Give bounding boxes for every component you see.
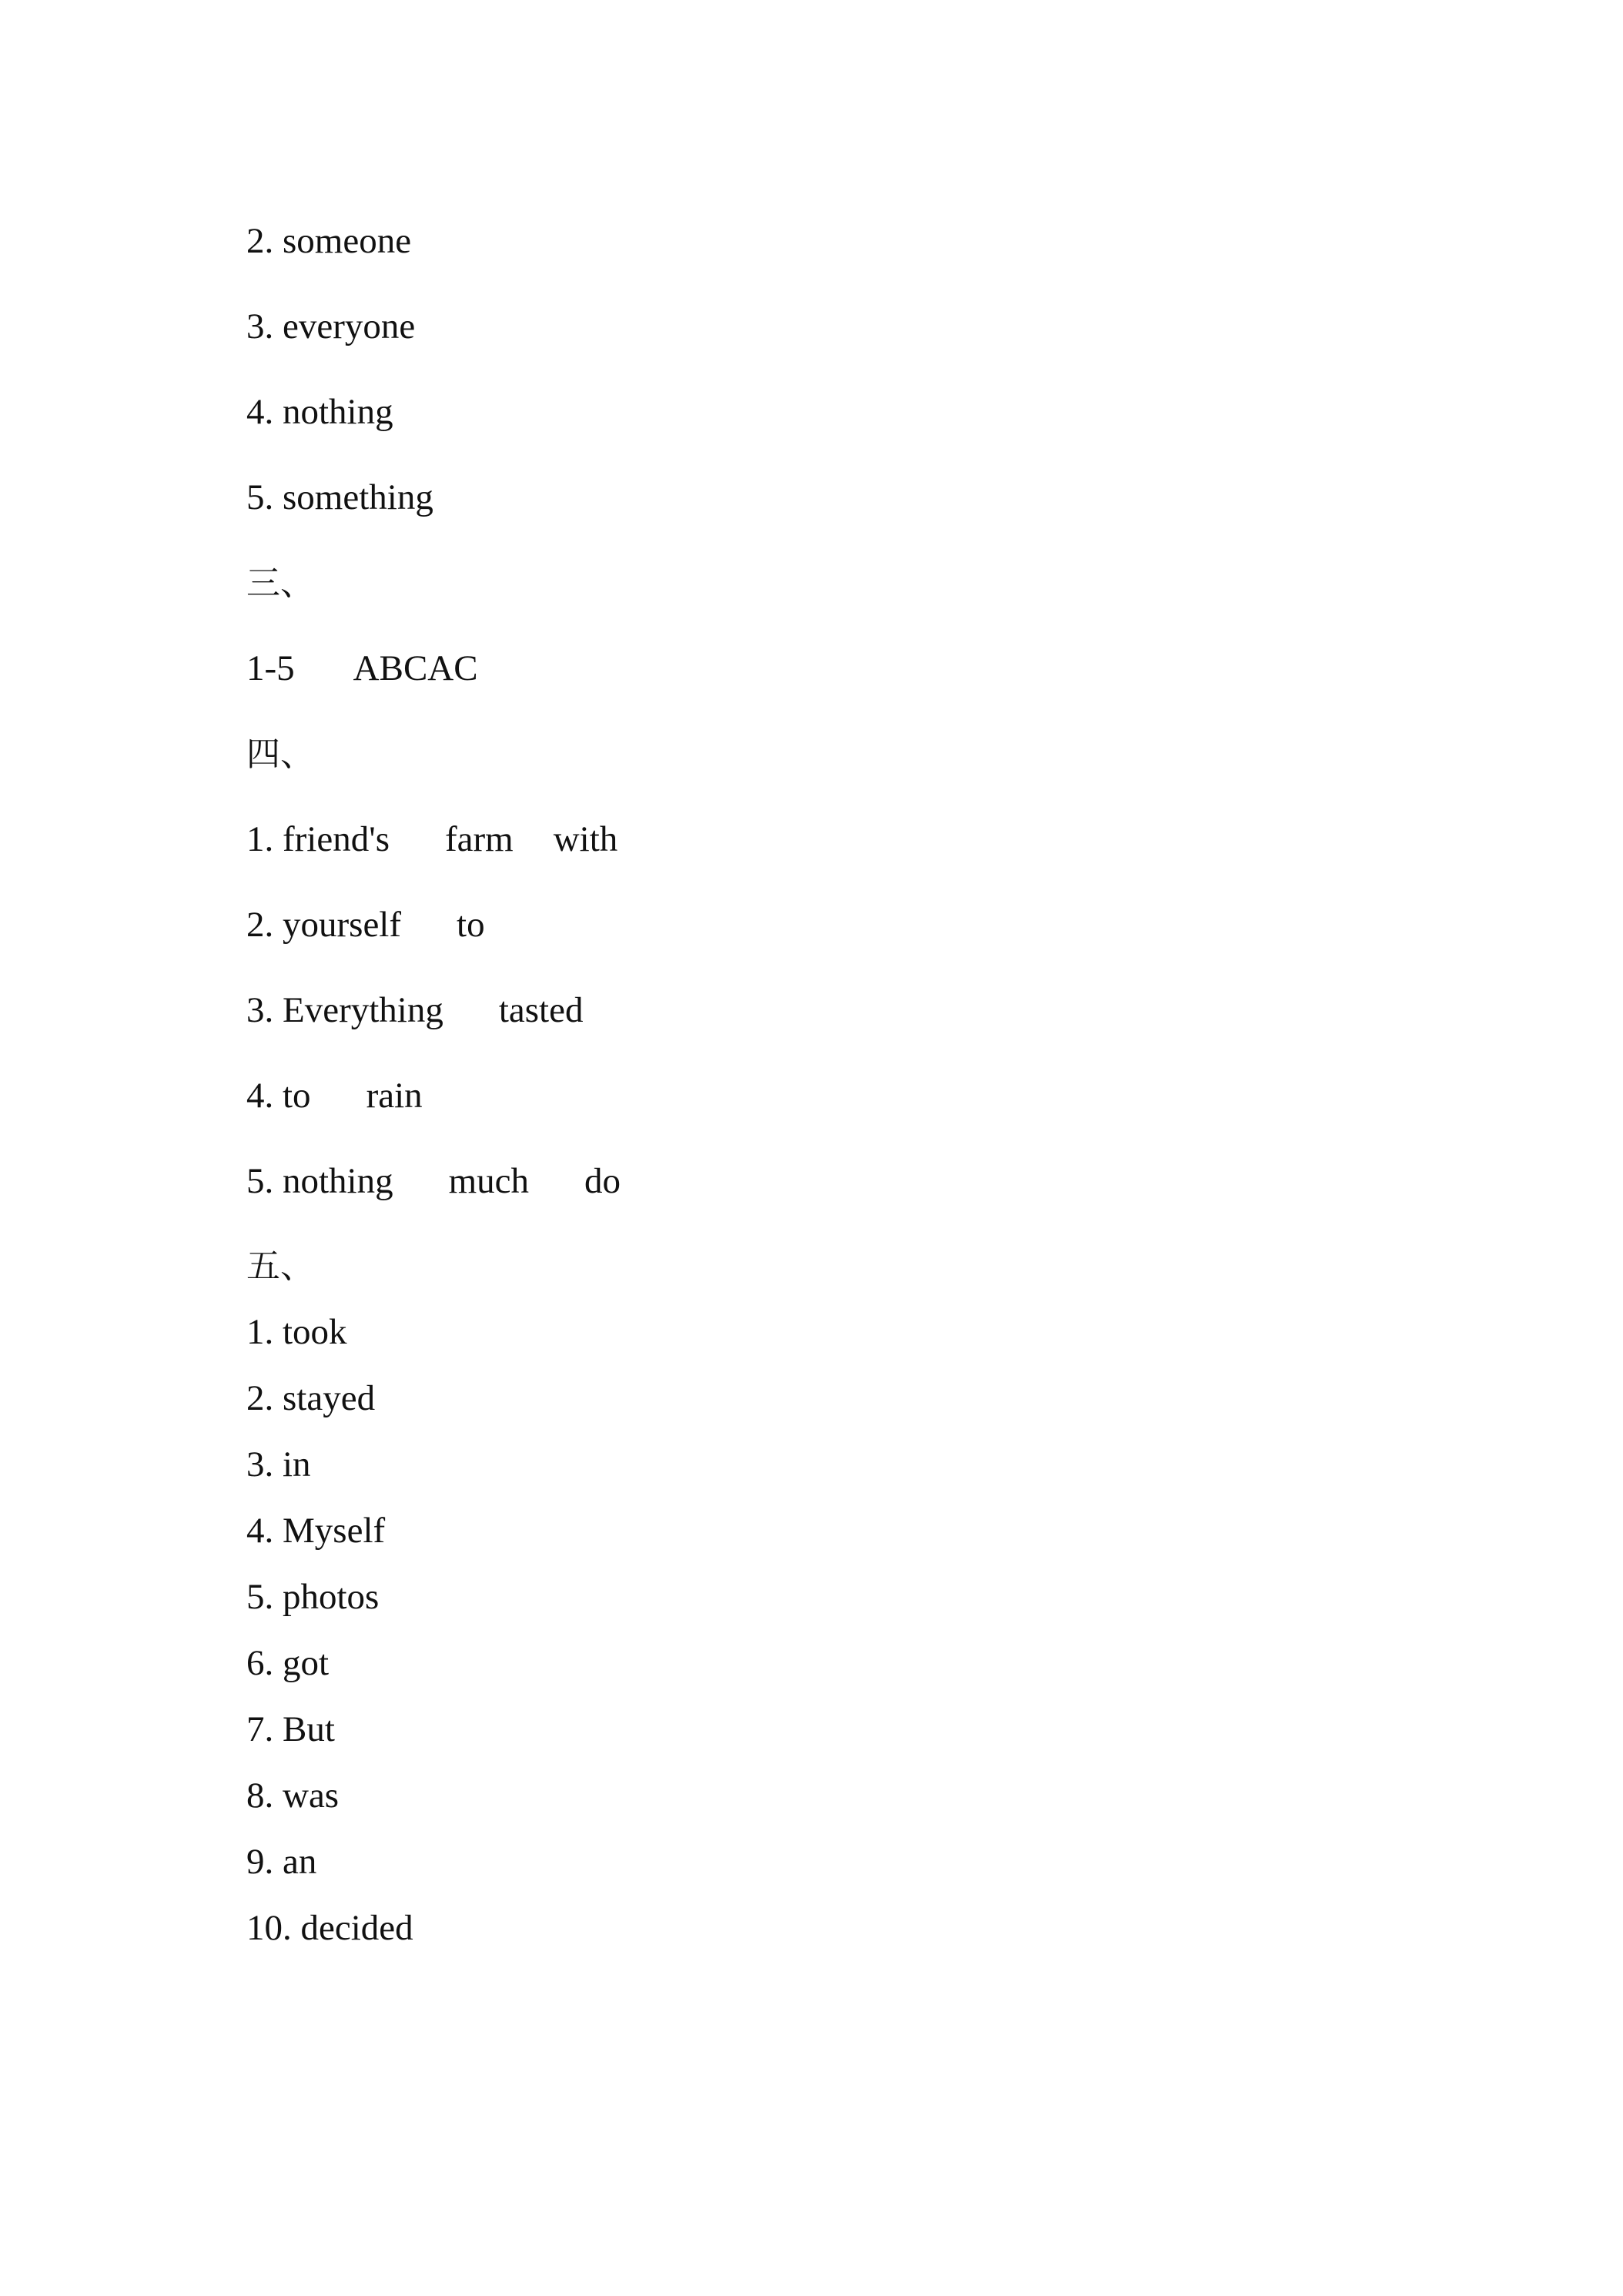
answer-word: Everything (283, 990, 443, 1030)
section-heading: 四、 (246, 735, 314, 774)
answer-line: 5. something (246, 477, 433, 517)
answer-line: 4. nothing (246, 392, 393, 432)
item-number: 5. (246, 1161, 274, 1201)
answer-line (246, 816, 617, 862)
item-number: 2. (246, 905, 274, 945)
answer-line: 10. decided (246, 1908, 413, 1948)
item-number: 1. (246, 819, 274, 859)
answer-word: to (283, 1076, 311, 1116)
answer-word: friend's (283, 819, 390, 859)
answer-line: 9. an (246, 1842, 317, 1882)
answer-word: yourself (283, 905, 402, 945)
answer-word: farm (444, 819, 514, 859)
answer-line: 5. photos (246, 1577, 380, 1617)
answer-word: nothing (283, 1161, 393, 1201)
answer-word: tasted (498, 990, 584, 1030)
answer-line: 8. was (246, 1776, 340, 1816)
item-number: 4. (246, 1076, 274, 1116)
answer-line: 1. took (246, 1312, 347, 1352)
answer-line (246, 987, 583, 1033)
answer-line: 2. someone (246, 221, 412, 261)
answer-line (246, 1158, 621, 1204)
answer-word: rain (366, 1076, 423, 1116)
answer-line: 3. everyone (246, 306, 416, 346)
answer-line (246, 902, 485, 948)
answer-line: 3. in (246, 1444, 311, 1484)
answer-line (246, 1073, 423, 1119)
choice-answers: ABCAC (353, 648, 478, 688)
answer-line: 7. But (246, 1709, 335, 1749)
question-range: 1-5 (246, 648, 295, 688)
answer-word: with (553, 819, 618, 859)
answer-line: 2. stayed (246, 1378, 376, 1418)
item-number: 3. (246, 990, 274, 1030)
answer-line: 6. got (246, 1643, 330, 1683)
answer-line: 4. Myself (246, 1511, 386, 1551)
section-heading: 五、 (246, 1247, 314, 1286)
answer-word: to (457, 905, 485, 945)
section-heading: 三、 (246, 564, 314, 603)
answer-word: much (448, 1161, 530, 1201)
answer-word: do (584, 1161, 621, 1201)
answer-line (246, 645, 478, 691)
